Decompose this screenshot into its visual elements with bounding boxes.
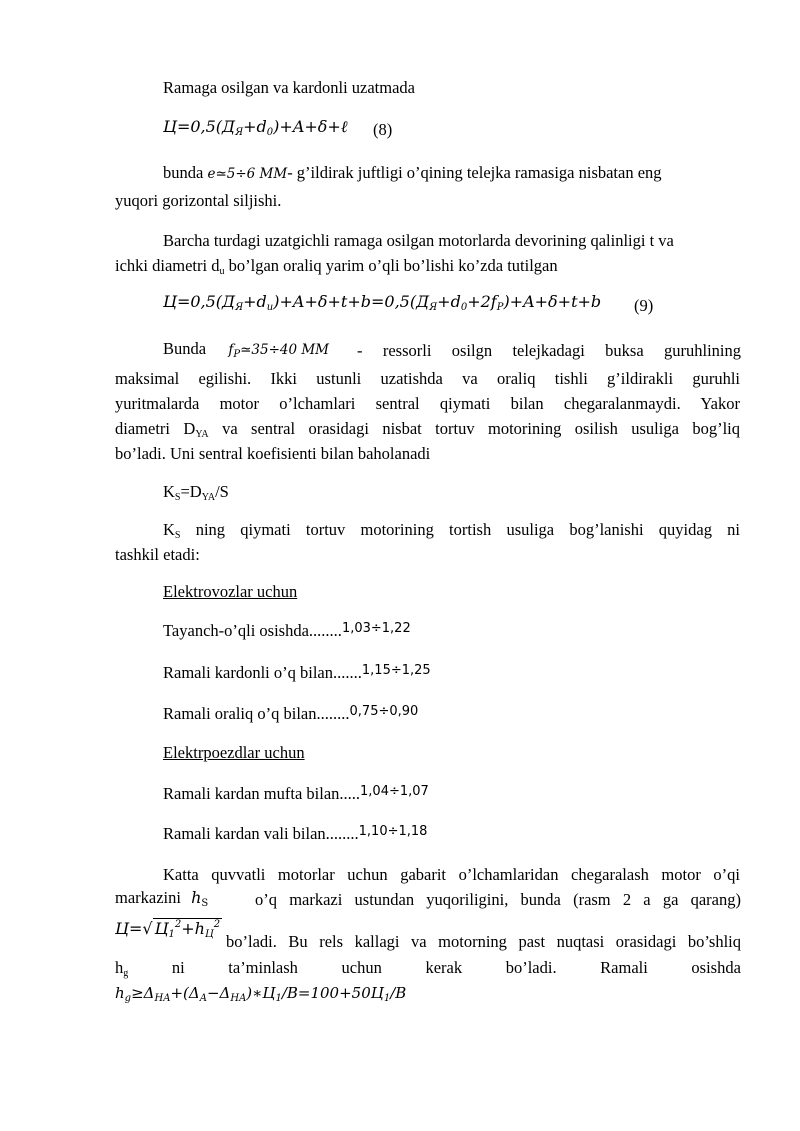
- heading-elektrpoezd: Elektrpoezdlar uchun: [163, 743, 305, 762]
- bunda2-line-rest: - ressorli osilgn telejkadagi buksa guruhlining: [357, 341, 741, 360]
- list-item-oraliq: Ramali oraliq o’q bilan........$^{0,75\div 0,90}$: [163, 704, 419, 723]
- ks-desc-line: $K_S$ ning qiymati tortuv motorining tortish usuliga bog’lanishi quyidag ni: [163, 520, 740, 541]
- list-item-kardonli: Ramali kardonli o’q bilan.......$^{1,15\div 1,25}$: [163, 663, 431, 682]
- bunda2-line: Bunda $f_P≃35\div 40$ MM: [163, 339, 329, 360]
- baholanadi-line: bo’ladi. Uni sentral koefisienti bilan baholanadi: [115, 444, 431, 463]
- rels-line: bo’ladi. Bu rels kallagi va motorning past nuqtasi orasidagi bo’shliq: [226, 932, 741, 951]
- markazini-line-a: markazini $h_S$: [115, 888, 209, 909]
- heading-electrovoz: Elektrovozlar uchun: [163, 582, 298, 601]
- yuritma-line: yuritmalarda motor o’lchamlari sentral qiymati bilan chegaralanmaydi. Yakor: [115, 394, 740, 413]
- list-item-mufta: Ramali kardan mufta bilan.....$^{1,04\div 1,07}$: [163, 784, 429, 803]
- bunda-line: bunda e≃5÷6 MM- g’ildirak juftligi o’qining telejka ramasiga nisbatan eng: [163, 163, 662, 182]
- ks-formula: $K_S=D_{YA}/S$: [163, 482, 229, 503]
- sqrt-formula: Ц=√ $Ц_1^2+h_Ц^2$: [115, 919, 221, 940]
- hg-formula: $h_g\ge\Delta_{HA}+(\Delta_A-\Delta_{HA})∗Ц_1/B=100+50Ц_1/B$: [115, 984, 407, 1004]
- list-item-vali: Ramali kardan vali bilan........$^{1,10\div 1,18}$: [163, 824, 428, 843]
- katta-line: Katta quvvatli motorlar uchun gabarit o’lchamlaridan chegaralash motor o’qi: [163, 865, 740, 884]
- equation-8-number: (8): [373, 120, 393, 139]
- tashkil-line: tashkil etadi:: [115, 545, 200, 564]
- ichki-line: ichki diametri $d_u$ bo’lgan oraliq yarim o’qli bo’lishi ko’zda tutilgan: [115, 256, 558, 277]
- bunda-line-cont: yuqori gorizontal siljishi.: [115, 191, 282, 210]
- equation-9-number: (9): [634, 296, 654, 315]
- barcha-line: Barcha turdagi uzatgichli ramaga osilgan motorlarda devorining qalinligi t va: [163, 231, 674, 250]
- hg-line: $h_g$ ni ta’minlash uchun kerak bo’ladi. Ramali osishda: [115, 958, 741, 979]
- intro-text: Ramaga osilgan va kardonli uzatmada: [163, 78, 415, 97]
- e-value-formula: e≃5÷6 MM: [207, 166, 288, 182]
- maksimal-line: maksimal egilishi. Ikki ustunli uzatishda va oraliq tishli g’ildirakli guruhli: [115, 369, 740, 388]
- equation-8: $Ц=0,5(Д_Я+d_0)+A+\delta+\ell$: [163, 117, 348, 138]
- list-item-tayanch: Tayanch-o’qli osishda........$^{1,03\div 1,22}$: [163, 621, 411, 640]
- equation-9: $Ц=0,5(Д_Я+d_u)+A+\delta+t+b=0,5(Д_Я+d_0+2f_P)+A+\delta+t+b$: [163, 292, 602, 313]
- diametri-line: diametri $D_{YA}$ va sentral orasidagi nisbat tortuv motorining osilish usuliga bog’liq: [115, 419, 740, 440]
- markazini-line-b: o’q markazi ustundan yuqoriligini, bunda (rasm 2 a ga qarang): [255, 890, 741, 909]
